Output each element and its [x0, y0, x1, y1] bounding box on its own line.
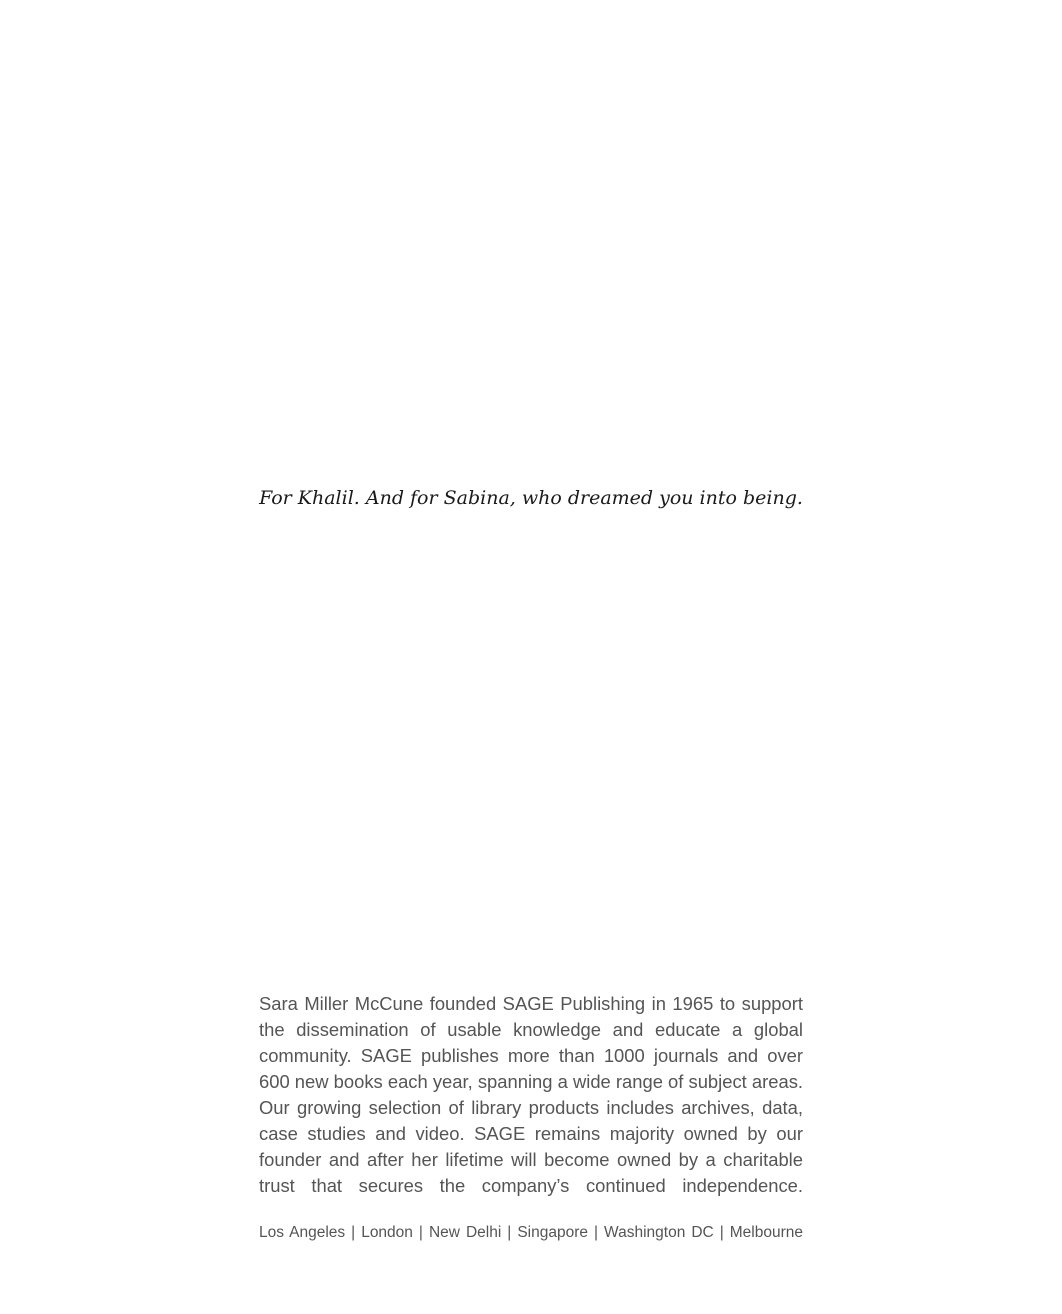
publisher-statement — [259, 991, 803, 1199]
publisher-statement-line: founder and after her lifetime will become owned by a charitable — [259, 1149, 803, 1170]
publisher-locations: Los Angeles | London | New Delhi | Singapore | Washington DC | Melbourne — [259, 1224, 803, 1241]
publisher-statement-line: 600 new books each year, spanning a wide range of subject areas. — [259, 1071, 803, 1092]
publisher-statement-line: trust that secures the company’s continued independence. — [259, 1175, 803, 1196]
dedication-text: For Khalil. And for Sabina, who dreamed you into being. — [259, 487, 803, 509]
publisher-statement-line: case studies and video. SAGE remains majority owned by our — [259, 1123, 803, 1144]
publisher-statement-line: the dissemination of usable knowledge and educate a global — [259, 1019, 803, 1040]
publisher-statement-line: Sara Miller McCune founded SAGE Publishing in 1965 to support — [259, 993, 803, 1014]
publisher-statement-line: community. SAGE publishes more than 1000 journals and over — [259, 1045, 803, 1066]
publisher-statement-line: Our growing selection of library products includes archives, data, — [259, 1097, 803, 1118]
